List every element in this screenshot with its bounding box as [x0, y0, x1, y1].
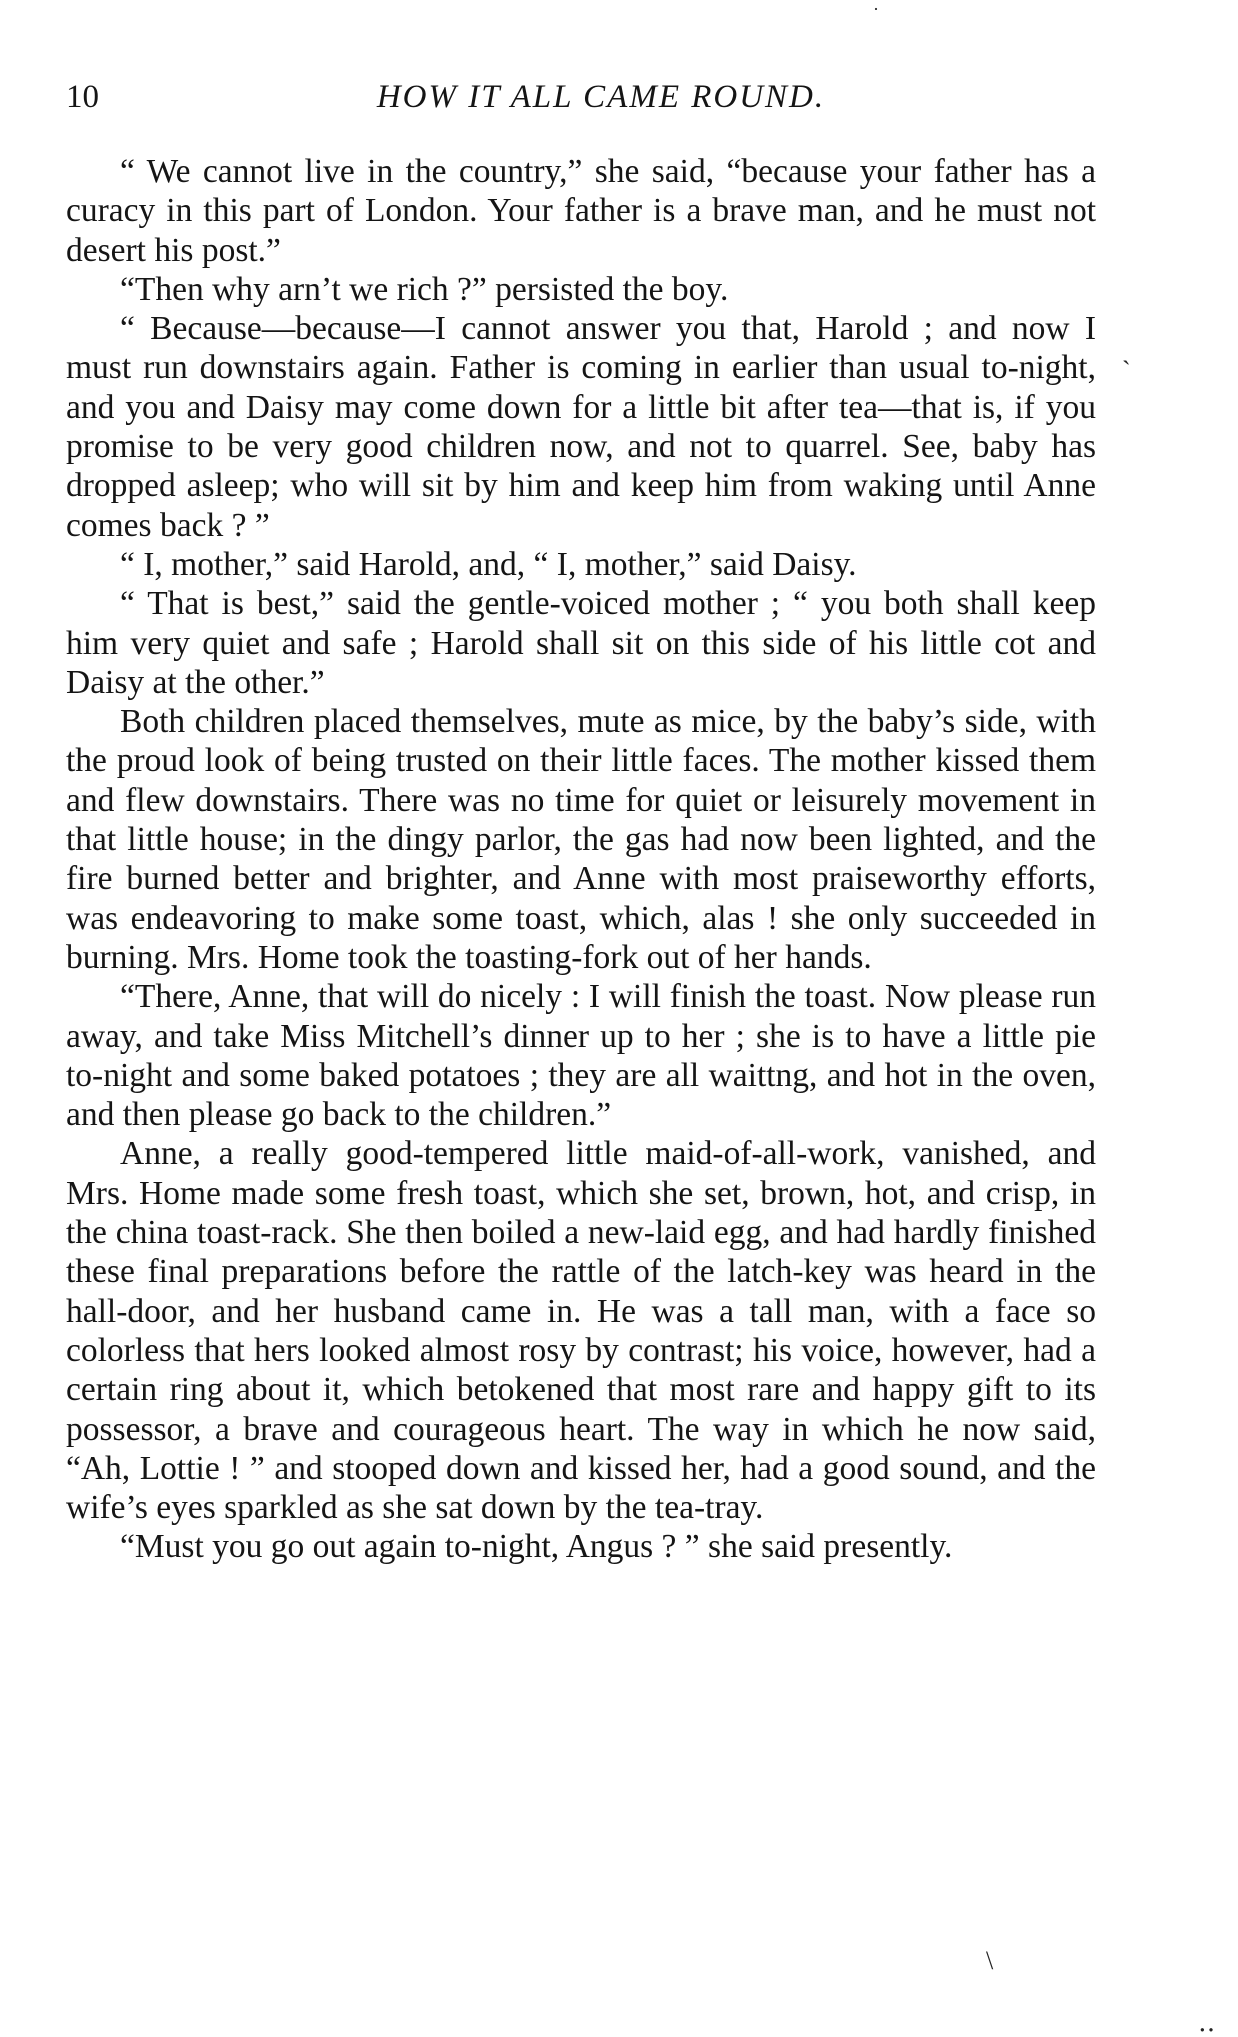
paragraph: “Then why arn’t we rich ?” persisted the boy. [120, 270, 729, 308]
paragraph: “ I, mother,” said Harold, and, “ I, mother,” said Daisy. [120, 545, 857, 583]
stray-mark-corner: ‥ [1198, 2008, 1216, 2037]
paragraph: “ That is best,” said the gentle-voiced mother ; “ you both shall keep him very quiet and safe ; Harold shall sit on this side of his little cot and Daisy at the other.” [66, 585, 1096, 701]
paragraph: “Must you go out again to-night, Angus ? ” she said presently. [120, 1528, 953, 1566]
body-text [66, 152, 1096, 1567]
paragraph: “ We cannot live in the country,” she said, “because your father has a curacy in this part of London. Your father is a brave man, and he must not desert his post.” [66, 153, 1096, 269]
paragraph: “There, Anne, that will do nicely : I will finish the toast. Now please run away, and take Miss Mitchell’s dinner up to her ; she is to have a little pie to-night and some baked potatoes ; they are all waittng, and hot in the oven, and then please go back to the children.” [66, 978, 1096, 1134]
paragraph: “ Because—because—I cannot answer you that, Harold ; and now I must run downstairs again. Father is coming in earlier than usual to-night, and you and Daisy may come down for a little bit after tea—that is, if you promise to be very good children now, and not to quarrel. See, baby has dropped asleep; who will sit by him and keep him from waking until Anne comes back ? ” [66, 310, 1096, 544]
paragraph: Both children placed themselves, mute as mice, by the baby’s side, with the proud look of being trusted on their little faces. The mother kissed them and flew downstairs. There was no time for quiet or leisurely movement in that little house; in the dingy parlor, the gas had now been lighted, and the fire burned better and brighter, and Anne with most praiseworthy efforts, was endeavoring to make some toast, which, alas ! she only succeeded in burning. Mrs. Home took the toasting-fork out of her hands. [66, 703, 1096, 976]
paragraph: Anne, a really good-tempered little maid-of-all-work, vanished, and Mrs. Home made some fresh toast, which she set, brown, hot, and crisp, in the china toast-rack. She then boiled a new-laid egg, and had hardly finished these final preparations before the rattle of the latch-key was heard in the hall-door, and her husband came in. He was a tall man, with a face so colorless that hers looked almost rosy by contrast; his voice, however, had a certain ring about it, which betokened that most rare and happy gift to its possessor, a brave and courageous heart. The way in which he now said, “Ah, Lottie ! ” and stooped down and kissed her, had a good sound, and the wife’s eyes sparkled as she sat down by the tea-tray. [66, 1135, 1096, 1527]
stray-mark-margin: ` [1122, 356, 1131, 385]
stray-mark-bottom: \ [986, 1946, 994, 1975]
page-header [66, 72, 1096, 122]
stray-mark-top: · [873, 0, 879, 19]
page-number: 10 [66, 79, 99, 115]
running-title: HOW IT ALL CAME ROUND. [376, 79, 826, 115]
